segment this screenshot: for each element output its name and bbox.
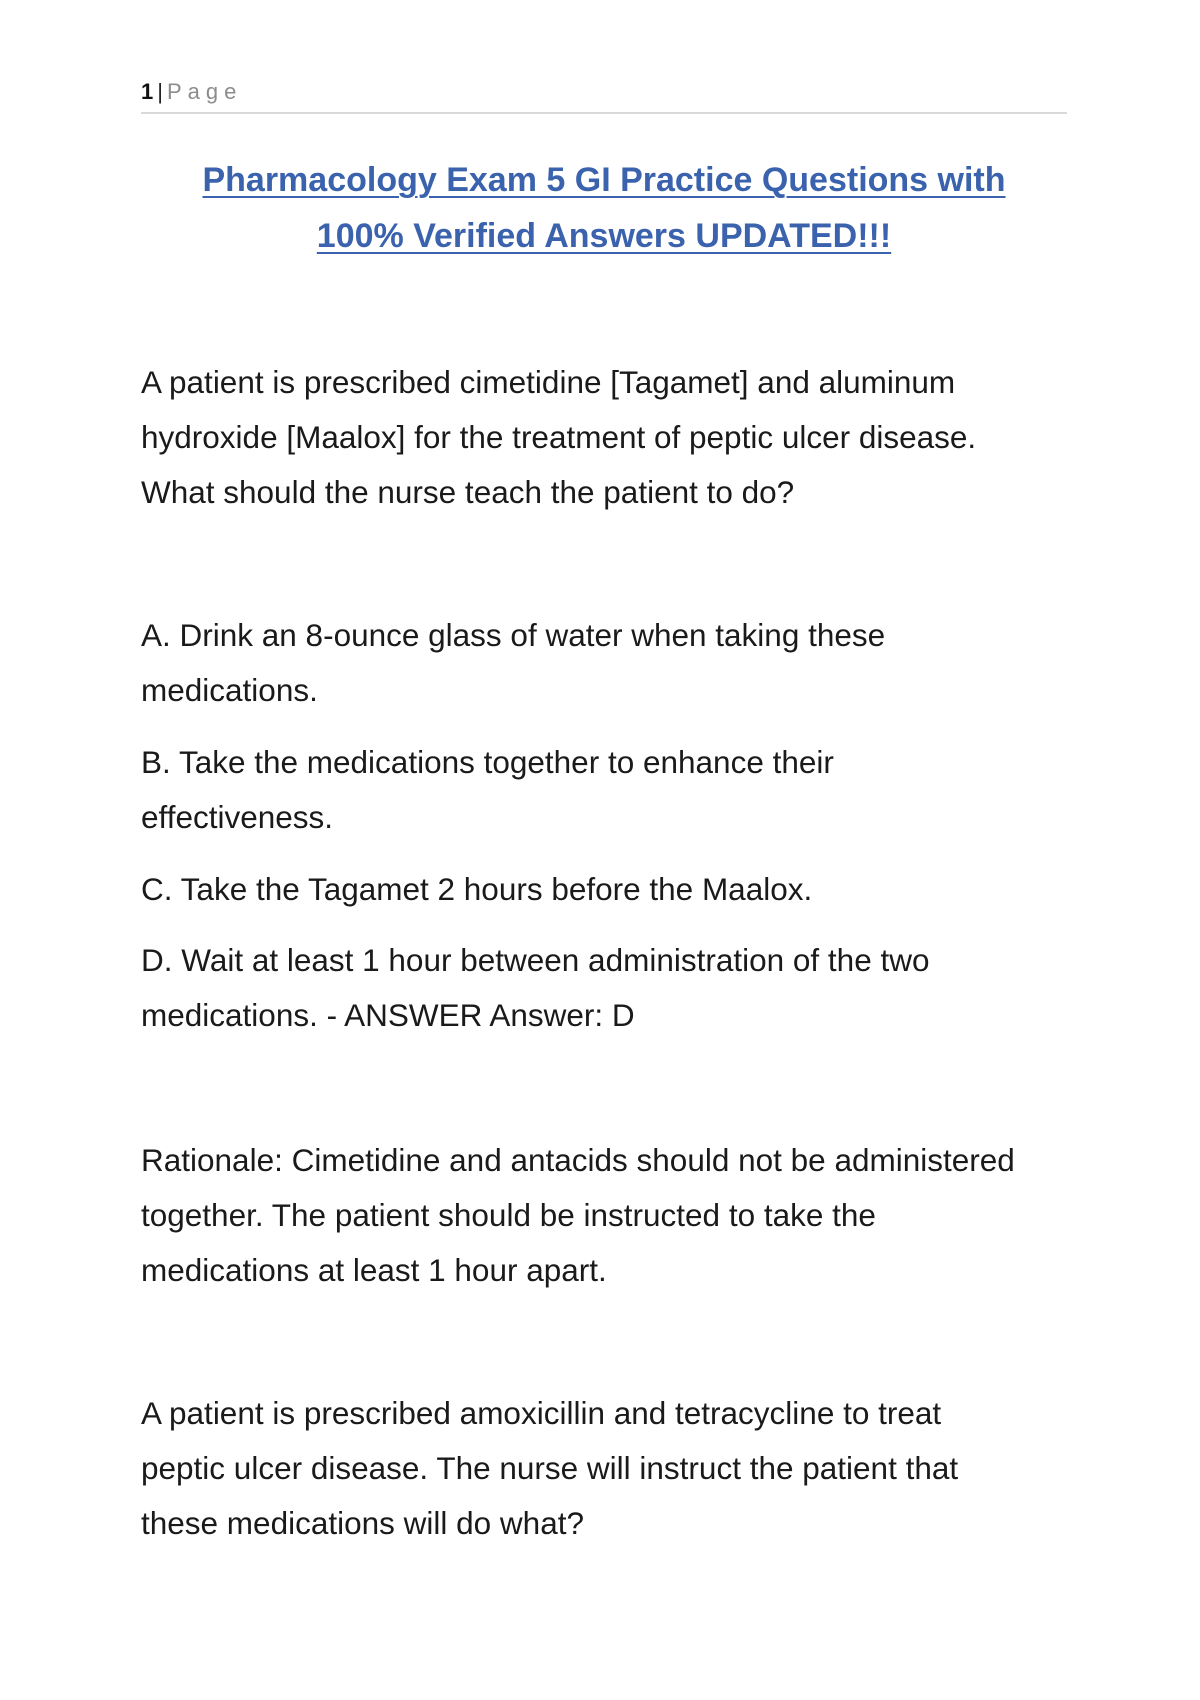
question-1-option-a: A. Drink an 8-ounce glass of water when taking these medications. xyxy=(141,617,886,708)
document-title: Pharmacology Exam 5 GI Practice Questions with 100% Verified Answers UPDATED!!! xyxy=(202,161,1006,255)
question-1-stem: A patient is prescribed cimetidine [Tagamet] and aluminum hydroxide [Maalox] for the treatment of peptic ulcer disease. What should the nurse teach the patient to do? xyxy=(141,364,977,510)
question-1-option-b: B. Take the medications together to enhance their effectiveness. xyxy=(141,744,834,835)
question-1-rationale: Rationale: Cimetidine and antacids should not be administered together. The patient should be instructed to take the medications at least 1 hour apart. xyxy=(141,1142,1015,1288)
question-1-option-c: C. Take the Tagamet 2 hours before the Maalox. xyxy=(141,871,813,907)
question-2-stem: A patient is prescribed amoxicillin and tetracycline to treat peptic ulcer disease. The nurse will instruct the patient that these medications will do what? xyxy=(141,1395,959,1541)
page-number-separator: | xyxy=(157,79,163,104)
page-label: Page xyxy=(166,79,243,104)
question-1-option-d: D. Wait at least 1 hour between administration of the two medications. - ANSWER Answer: D xyxy=(141,942,930,1033)
page-number: 1 xyxy=(141,79,154,104)
page-header xyxy=(141,78,1067,114)
